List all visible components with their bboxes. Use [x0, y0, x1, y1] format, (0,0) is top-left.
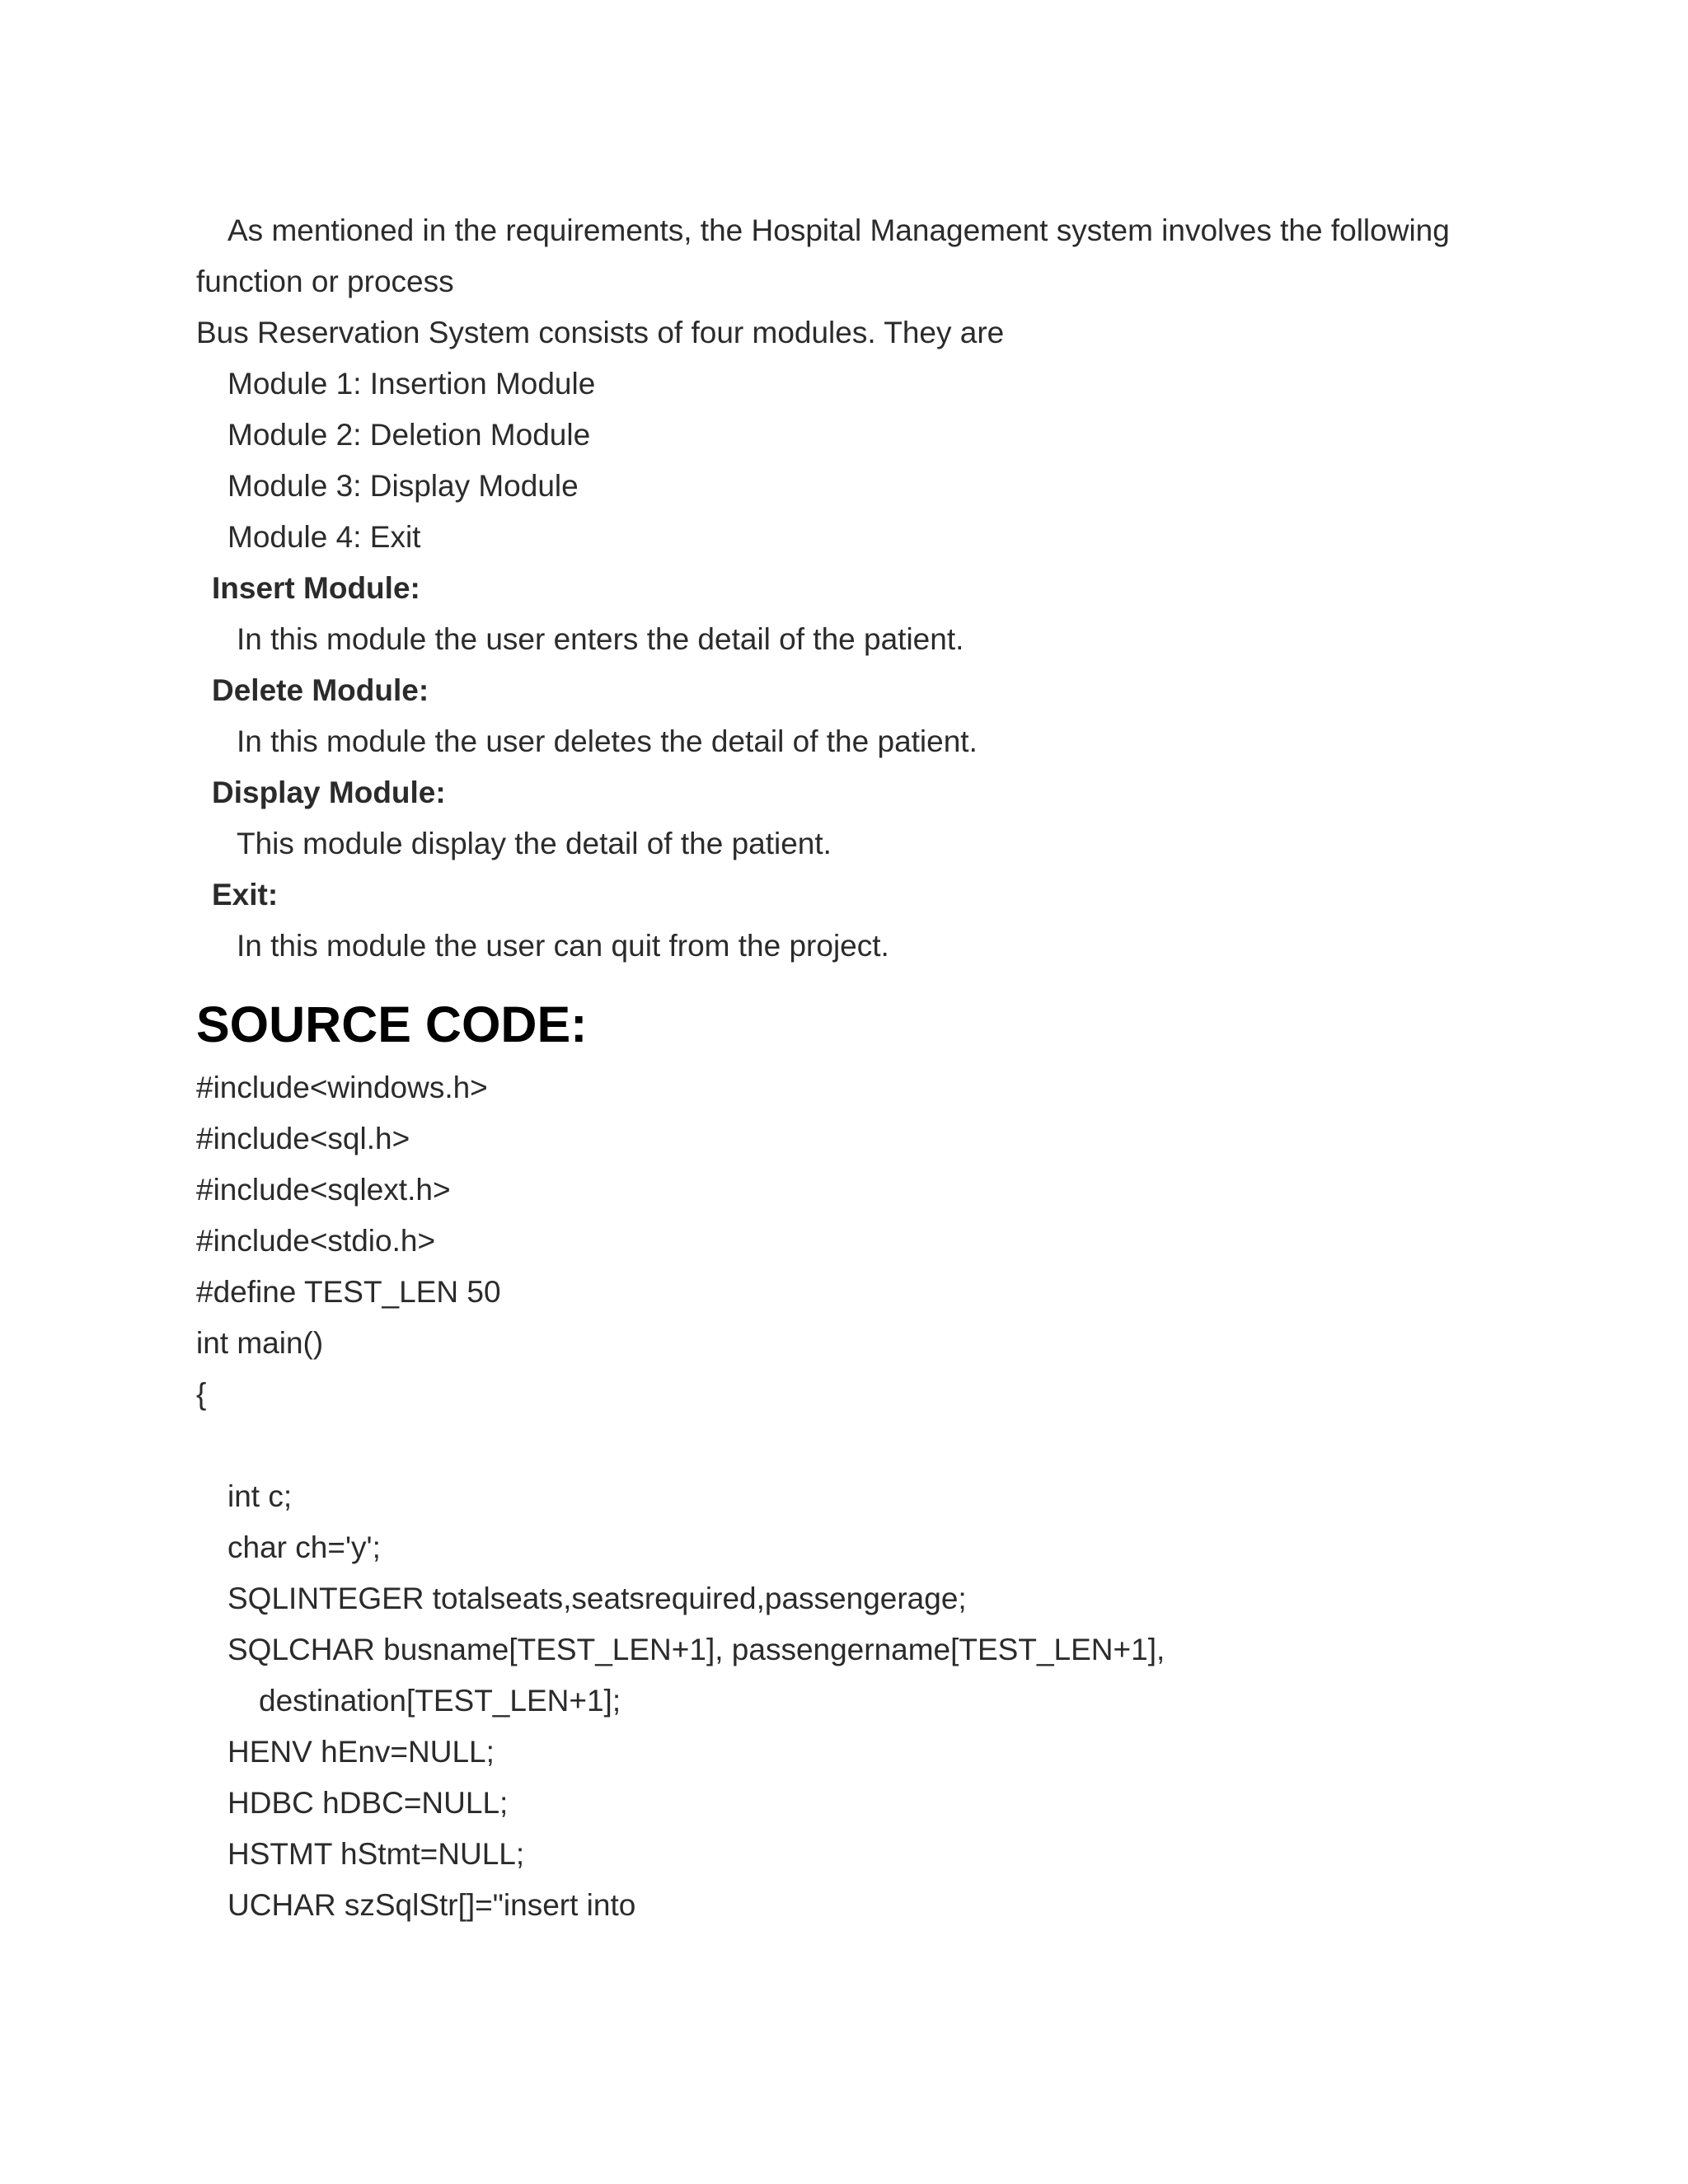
section-text-exit: In this module the user can quit from the project. [237, 929, 889, 963]
module-item-2: Module 2: Deletion Module [227, 418, 591, 452]
intro-line-3: Bus Reservation System consists of four modules. They are [196, 316, 1005, 349]
code-line-2: #include<sql.h> [196, 1122, 410, 1155]
code-line-15: HSTMT hStmt=NULL; [227, 1837, 525, 1871]
section-text-insert: In this module the user enters the detail of the patient. [237, 622, 964, 656]
section-title-display: Display Module: [212, 776, 446, 809]
code-line-1: #include<windows.h> [196, 1071, 488, 1104]
intro-line-1: As mentioned in the requirements, the Hospital Management system involves the following [227, 213, 1450, 247]
code-line-3: #include<sqlext.h> [196, 1173, 451, 1207]
module-item-3: Module 3: Display Module [227, 469, 579, 503]
section-title-insert: Insert Module: [212, 571, 420, 605]
section-text-display: This module display the detail of the patient. [237, 827, 832, 860]
code-line-10: SQLINTEGER totalseats,seatsrequired,passengerage; [227, 1582, 967, 1615]
code-line-4: #include<stdio.h> [196, 1224, 436, 1258]
code-line-13: HENV hEnv=NULL; [227, 1735, 495, 1769]
code-line-16: UCHAR szSqlStr[]="insert into [227, 1888, 636, 1922]
code-line-6: int main() [196, 1326, 324, 1360]
intro-line-2: function or process [196, 265, 454, 298]
section-text-delete: In this module the user deletes the detail of the patient. [237, 724, 978, 758]
code-line-8: int c; [227, 1479, 293, 1513]
code-line-11: SQLCHAR busname[TEST_LEN+1], passengername[TEST_LEN+1], [227, 1633, 1165, 1666]
source-code-heading: SOURCE CODE: [196, 996, 588, 1052]
code-line-9: char ch='y'; [227, 1530, 381, 1564]
module-item-4: Module 4: Exit [227, 520, 421, 554]
section-title-exit: Exit: [212, 878, 279, 912]
code-line-5: #define TEST_LEN 50 [196, 1275, 501, 1309]
module-item-1: Module 1: Insertion Module [227, 367, 596, 401]
code-line-14: HDBC hDBC=NULL; [227, 1786, 509, 1820]
code-line-7: { [196, 1377, 207, 1411]
section-title-delete: Delete Module: [212, 673, 429, 707]
code-line-12: destination[TEST_LEN+1]; [259, 1684, 621, 1718]
